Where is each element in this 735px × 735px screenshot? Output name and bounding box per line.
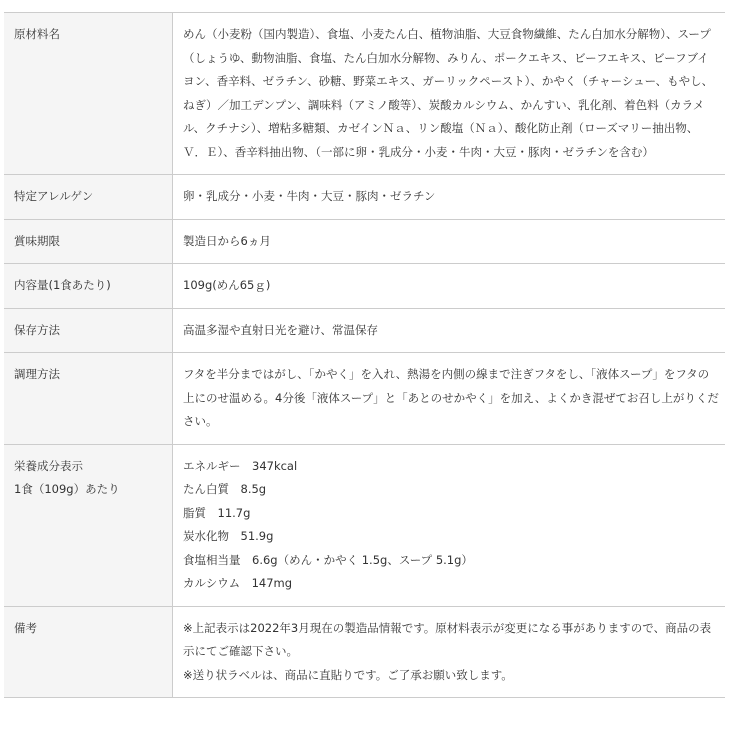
nutrition-label-serving: 1食（109g）あたり xyxy=(14,482,120,496)
nutrition-label-title: 栄養成分表示 xyxy=(14,458,83,473)
spec-label-ingredients: 原材料名 xyxy=(4,13,173,175)
nutrition-calcium: カルシウム 147mg xyxy=(183,576,293,590)
nutrition-carbohydrate: 炭水化物 51.9g xyxy=(183,529,274,543)
spec-row-nutrition xyxy=(4,444,725,606)
spec-row-best-before xyxy=(4,219,725,264)
spec-row-notes xyxy=(4,606,725,698)
product-spec-table xyxy=(4,12,725,698)
spec-row-storage xyxy=(4,308,725,353)
nutrition-energy: エネルギー 347kcal xyxy=(183,458,298,473)
note-shipping-label: ※送り状ラベルは、商品に直貼りです。ご了承お願い致します。 xyxy=(183,667,513,682)
spec-label-notes: 備考 xyxy=(4,606,173,698)
spec-value-best-before: 製造日から6ヵ月 xyxy=(173,219,726,264)
spec-value-notes xyxy=(173,606,726,698)
spec-label-storage: 保存方法 xyxy=(4,308,173,353)
note-info-date: ※上記表示は2022年3月現在の製造品情報です。原材料表示が変更になる事がありますので、商品の表示にてご確認下さい。 xyxy=(183,620,712,658)
spec-label-nutrition xyxy=(4,444,173,606)
nutrition-salt: 食塩相当量 6.6g（めん・かやく 1.5g、スープ 5.1g） xyxy=(183,552,473,567)
spec-label-allergens: 特定アレルゲン xyxy=(4,175,173,220)
spec-value-ingredients: めん（小麦粉（国内製造）、食塩、小麦たん白、植物油脂、大豆食物繊維、たん白加水分解物）、スープ（しょうゆ、動物油脂、食塩、たん白加水分解物、みりん、ポークエキス、ビーフエキス、ビーフブイヨン、香辛料、ゼラチン、砂糖、野菜エキス、ガーリックペースト）、かやく（チャーシュー、もやし、ねぎ）／加工デンプン、調味料（アミノ酸等）、炭酸カルシウム、かんすい、乳化剤、着色料（カラメル、クチナシ）、増粘多糖類、カゼインＮａ、リン酸塩（Ｎａ）、酸化防止剤（ローズマリー抽出物、Ｖ．Ｅ）、香辛料抽出物、（一部に卵・乳成分・小麦・牛肉・大豆・豚肉・ゼラチンを含む） xyxy=(173,13,726,175)
spec-value-preparation: フタを半分まではがし、「かやく」を入れ、熱湯を内側の線まで注ぎフタをし、「液体スープ」をフタの上にのせ温める。4分後「液体スープ」と「あとのせかやく」を加え、よくかき混ぜてお召し上がりください。 xyxy=(173,353,726,445)
spec-row-preparation xyxy=(4,353,725,445)
spec-row-contents xyxy=(4,264,725,309)
spec-value-storage: 高温多湿や直射日光を避け、常温保存 xyxy=(173,308,726,353)
spec-value-nutrition xyxy=(173,444,726,606)
spec-row-allergens xyxy=(4,175,725,220)
spec-label-contents: 内容量(1食あたり) xyxy=(4,264,173,309)
spec-value-contents: 109g(めん65ｇ) xyxy=(173,264,726,309)
nutrition-fat: 脂質 11.7g xyxy=(183,505,251,520)
spec-label-best-before: 賞味期限 xyxy=(4,219,173,264)
spec-row-ingredients xyxy=(4,13,725,175)
spec-value-allergens: 卵・乳成分・小麦・牛肉・大豆・豚肉・ゼラチン xyxy=(173,175,726,220)
nutrition-protein: たん白質 8.5g xyxy=(183,482,267,496)
spec-label-preparation: 調理方法 xyxy=(4,353,173,445)
